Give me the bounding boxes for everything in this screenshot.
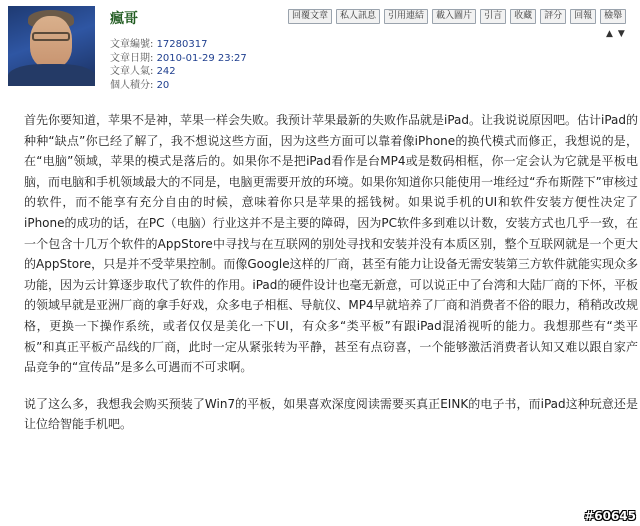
rate-button[interactable]: 評分 (540, 9, 566, 24)
quote-link-button[interactable]: 引用連結 (384, 9, 428, 24)
avatar-face (30, 16, 72, 68)
post-nav-arrows (606, 29, 625, 39)
load-images-button[interactable]: 載入圖片 (432, 9, 476, 24)
avatar-glasses (32, 32, 70, 41)
reply-button[interactable]: 回覆文章 (288, 9, 332, 24)
avatar-suit (8, 64, 95, 86)
post-paragraph: 首先你要知道，苹果不是神，苹果一样会失败。我预计苹果最新的失败作品就是iPad。让我说说原因吧。估计iPad的种种“缺点”你已经了解了，我不想说这些方面，因为这些方面可以靠着像iPhone的换代模式而修正，我想说的是，在“电脑”领域，苹果的模式是落后的。如果你不是把iPad看作是台MP4或是数码相框，你一定会认为它就是平板电脑，而电脑和手机领域最大的不同是，电脑更需要开放的环境。如果你知道你只能使用一堆经过“乔布斯陛下”审核过的软件，而不能享有充分自由的时候，意味着你只是苹果的摇钱树。如果说手机的UI和软件安装方便性决定了iPhone的成功的话，在PC（电脑）行业这并不是主要的障碍，因为PC软件多到难以计数，安装方式也几乎一致，在一个包含十几万个软件的AppStore中寻找与在互联网的别处寻找和安装并没有本质区别，整个互联网就是一个更大的AppStore，只是并不受苹果控制。而像Google这样的厂商，甚至有能力让设备无需安装第三方软件就能实现众多功能，因为云计算逐步取代了软件的作用。iPad的硬件设计也毫无新意，可以说正中了台湾和大陆厂商的下怀，平板的领域早就是亚洲厂商的拿手好戏，众多电子相框、导航仪、MP4早就培养了厂商和消费者不俗的眼力，稍稍改改规格，更换一下操作系统，或者仅仅是美化一下UI，有众多“类平板”有跟iPad混淆视听的能力。我想那些有“类平板”和真正平板产品线的厂商，此时一定从紧张转为平静，甚至有点窃喜，一个能够激活消费者认知又难以跟自家产品竞争的“宣传品”是多么可遇而不可求啊。 (24, 113, 639, 375)
post-body (24, 110, 638, 435)
meta-row-score: 個人積分: 20 (110, 79, 170, 91)
avatar (8, 6, 95, 86)
report-button[interactable]: 回報 (570, 9, 596, 24)
quote-button[interactable]: 引言 (480, 9, 506, 24)
flag-button[interactable]: 檢舉 (600, 9, 626, 24)
favorite-button[interactable]: 收藏 (510, 9, 536, 24)
arrow-down-icon[interactable]: ▼ (617, 29, 625, 39)
meta-row-views: 文章人氣: 242 (110, 66, 176, 77)
meta-row-date: 文章日期: 2010-01-29 23:27 (110, 52, 247, 64)
post-toolbar (288, 9, 626, 24)
watermark: #60645 (584, 509, 636, 523)
private-message-button[interactable]: 私人訊息 (336, 9, 380, 24)
meta-row-id: 文章編號: 17280317 (110, 39, 208, 50)
arrow-up-icon[interactable]: ▲ (606, 29, 613, 39)
post-meta (110, 38, 247, 92)
post-paragraph: 说了这么多，我想我会购买预装了Win7的平板，如果喜欢深度阅读需要买真正EINK的电子书，而iPad这种玩意还是让位给智能手机吧。 (24, 396, 638, 432)
author-name[interactable]: 瘋哥 (110, 11, 138, 27)
